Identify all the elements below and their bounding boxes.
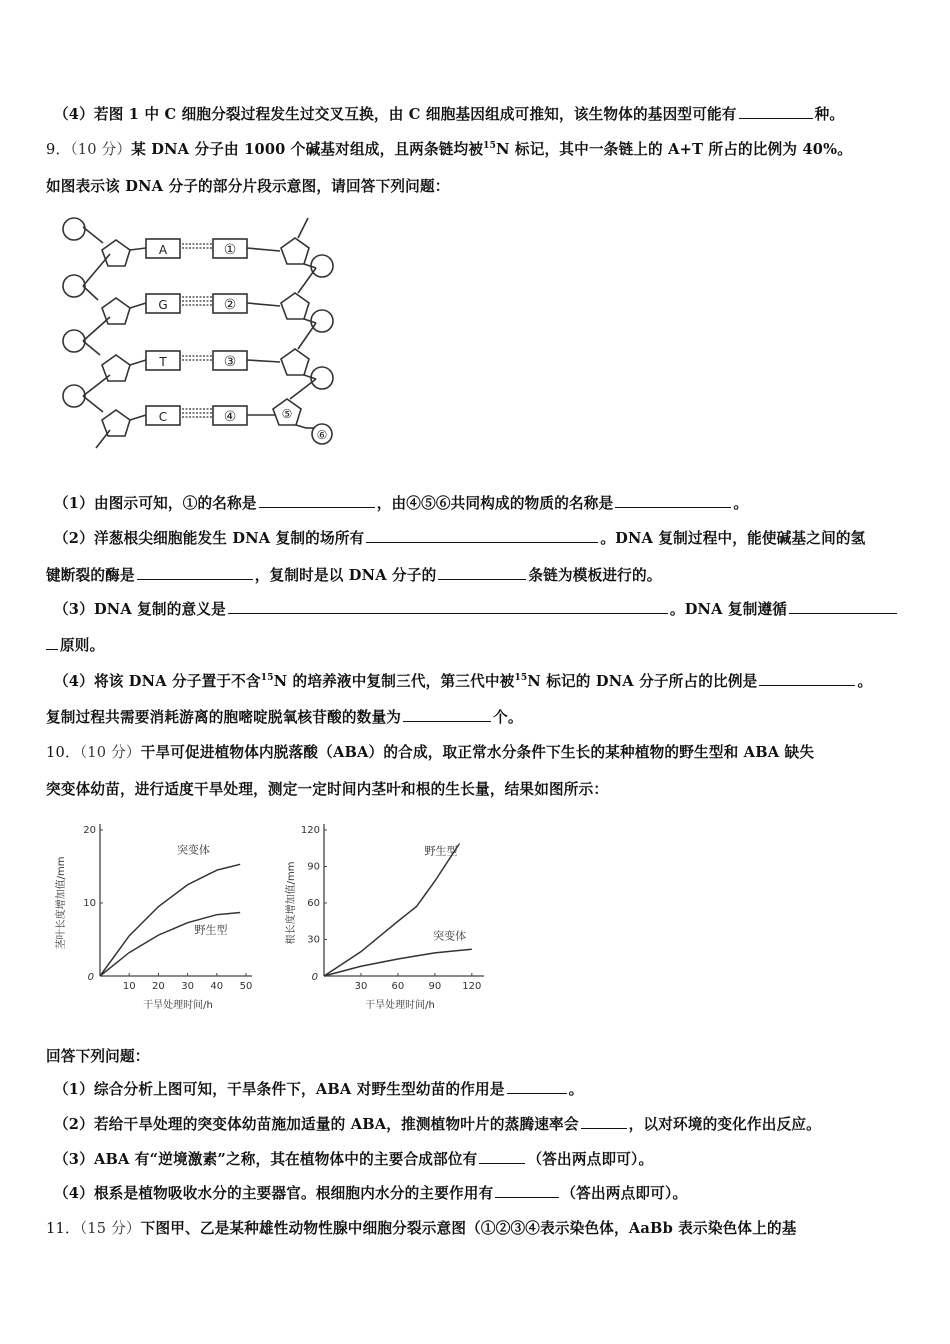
answer-blank[interactable] xyxy=(403,708,491,722)
q10-intro: 回答下列问题： xyxy=(46,1048,150,1065)
x-tick-label: 30 xyxy=(354,981,368,992)
answer-blank[interactable] xyxy=(789,600,897,614)
root-growth-chart xyxy=(282,815,497,1015)
x-tick-label: 30 xyxy=(181,981,194,992)
x-tick-label: 20 xyxy=(152,981,165,992)
answer-blank[interactable] xyxy=(479,1150,525,1164)
answer-blank[interactable] xyxy=(137,566,253,580)
y-tick-label: 20 xyxy=(83,825,96,836)
x-tick-label: 40 xyxy=(210,981,224,992)
y-axis-label: 茎叶长度增加值/mm xyxy=(56,856,67,950)
y-tick-label: 30 xyxy=(307,934,320,946)
x-tick-label: 90 xyxy=(428,981,442,992)
sugar-label: ⑤ xyxy=(281,407,293,421)
partner-label: ③ xyxy=(223,354,237,370)
answer-blank[interactable] xyxy=(259,494,375,508)
answer-blank[interactable] xyxy=(507,1080,567,1094)
q10-part2: （2）若给干旱处理的突变体幼苗施加适量的 ABA，推测植物叶片的蒸腾速率会 ，以对环境的变化作出反应。 xyxy=(54,1116,821,1133)
x-tick-label: 120 xyxy=(462,981,482,992)
dna-diagram xyxy=(58,210,348,458)
base-label: T xyxy=(159,355,167,369)
answer-blank[interactable] xyxy=(228,600,668,614)
y-axis-label: 根长度增加值/mm xyxy=(286,861,297,945)
x-tick-label: 10 xyxy=(122,981,136,992)
q10-part1: （1）综合分析上图可知，干旱条件下，ABA 对野生型幼苗的作用是 。 xyxy=(54,1081,584,1098)
q8-part4: （4）若图 1 中 C 细胞分裂过程发生过交叉互换，由 C 细胞基因组成可推知，该生物体的基因型可能有 种。 xyxy=(54,106,845,123)
origin-label: 0 xyxy=(87,972,94,983)
partner-label: ② xyxy=(223,297,237,313)
answer-blank[interactable] xyxy=(615,494,731,508)
partner-label: ④ xyxy=(223,409,237,425)
q9-part3: （3）DNA 复制的意义是 。DNA 复制遵循 xyxy=(54,598,899,619)
answer-blank[interactable] xyxy=(46,636,58,650)
y-tick-label: 10 xyxy=(83,898,96,909)
q11-stem: 11．（15 分）下图甲、乙是某种雄性动物性腺中细胞分裂示意图（①②③④表示染色体，AaBb 表示染色体上的基 xyxy=(46,1220,797,1237)
answer-blank[interactable] xyxy=(581,1115,627,1129)
series-line-2 xyxy=(100,912,240,976)
series-label: 野生型 xyxy=(194,923,228,937)
series-label: 突变体 xyxy=(433,929,467,943)
x-axis-label: 干旱处理时间/h xyxy=(143,1000,213,1011)
base-label: C xyxy=(158,410,168,424)
q9-part2: （2）洋葱根尖细胞能发生 DNA 复制的场所有 。DNA 复制过程中，能使碱基之间的氢 xyxy=(54,530,866,547)
stem-leaf-growth-chart xyxy=(48,815,273,1015)
answer-blank[interactable] xyxy=(495,1184,559,1198)
q9-part1: （1）由图示可知，①的名称是 ，由④⑤⑥共同构成的物质的名称是 。 xyxy=(54,495,749,512)
series-label: 突变体 xyxy=(176,843,210,857)
q10-part3: （3）ABA 有“逆境激素”之称，其在植物体中的主要合成部位有 （答出两点即可）。 xyxy=(54,1151,654,1168)
x-tick-label: 60 xyxy=(391,981,405,992)
series-line-2 xyxy=(324,949,472,976)
q9-part3-cont: 原则。 xyxy=(46,634,104,655)
q10-stem-2: 突变体幼苗，进行适度干旱处理，测定一定时间内茎叶和根的生长量，结果如图所示： xyxy=(46,781,609,798)
q9-part4-cont: 复制过程共需要消耗游离的胞嘧啶脱氧核苷酸的数量为 个。 xyxy=(46,709,523,726)
origin-label: 0 xyxy=(311,972,318,983)
base-label: A xyxy=(158,243,168,257)
y-tick-label: 60 xyxy=(307,898,320,909)
series-label: 野生型 xyxy=(424,844,458,858)
q10-stem: 10．（10 分）干旱可促进植物体内脱落酸（ABA）的合成，取正常水分条件下生长的某种植物的野生型和 ABA 缺失 xyxy=(46,744,815,761)
q9-stem: 9．（10 分）某 DNA 分子由 1000 个碱基对组成，且两条链均被$^{15}$N 标记，其中一条链上的 A+T 所占的比例为 40%。 xyxy=(46,141,853,158)
q9-part2-cont: 键断裂的酶是 ，复制时是以 DNA 分子的 条链为模板进行的。 xyxy=(46,567,662,584)
answer-blank[interactable] xyxy=(759,672,855,686)
answer-blank[interactable] xyxy=(438,566,526,580)
answer-blank[interactable] xyxy=(366,529,598,543)
answer-blank[interactable] xyxy=(739,105,813,119)
partner-label: ① xyxy=(223,242,237,258)
q9-part4: （4）将该 DNA 分子置于不含$^{15}$N 的培养液中复制三代，第三代中被$^{15}$N 标记的 DNA 分子所占的比例是 。 xyxy=(54,673,873,690)
q9-stem-2: 如图表示该 DNA 分子的部分片段示意图，请回答下列问题： xyxy=(46,178,450,195)
y-tick-label: 120 xyxy=(300,825,320,836)
q10-part4: （4）根系是植物吸收水分的主要器官。根细胞内水分的主要作用有 （答出两点即可）。 xyxy=(54,1185,688,1202)
base-label: G xyxy=(158,298,168,312)
phosphate-label: ⑥ xyxy=(316,428,328,442)
x-tick-label: 50 xyxy=(239,981,253,992)
y-tick-label: 90 xyxy=(307,861,320,873)
x-axis-label: 干旱处理时间/h xyxy=(365,1000,435,1011)
series-line-1 xyxy=(324,843,460,976)
